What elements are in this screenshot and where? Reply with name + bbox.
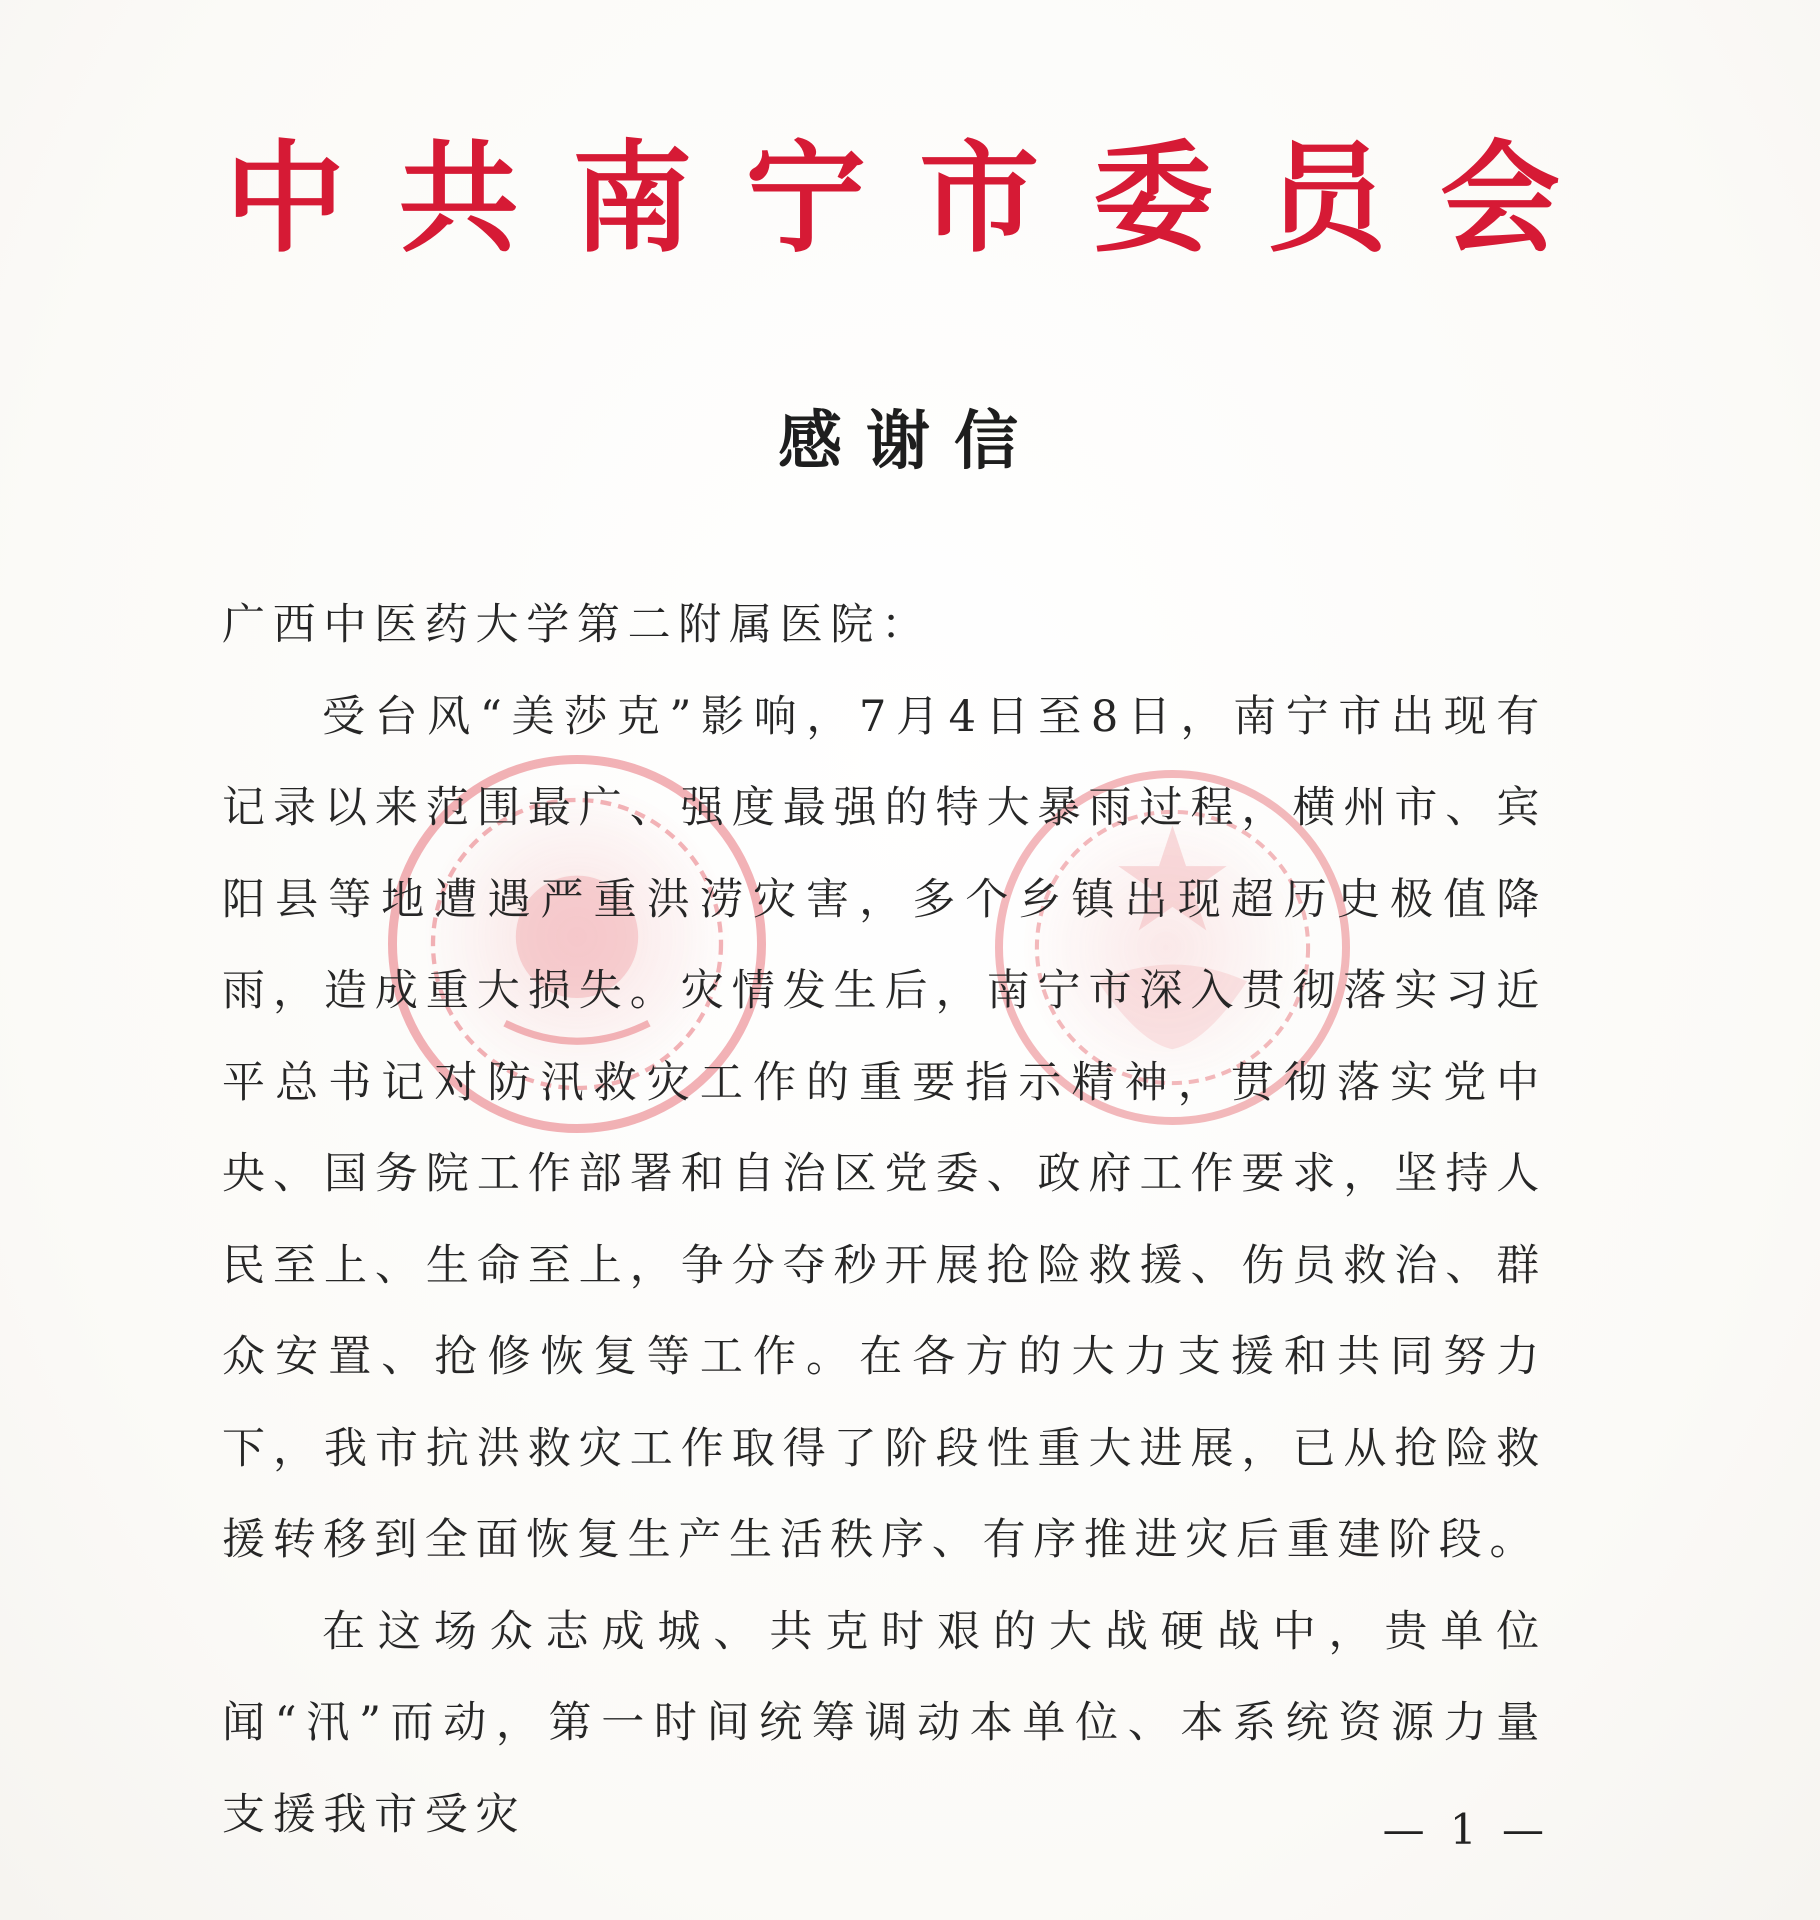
- masthead-char: 委: [1092, 130, 1213, 269]
- page-number: — 1 —: [1382, 1805, 1550, 1854]
- masthead: [225, 125, 1560, 275]
- letter-paragraph: 受台风“美莎克”影响，7月4日至8日，南宁市出现有记录以来范围最广、强度最强的特大暴雨过程，横州市、宾阳县等地遭遇严重洪涝灾害，多个乡镇出现超历史极值降雨，造成重大损失。灾情发生后，南宁市深入贯彻落实习近平总书记对防汛救灾工作的重要指示精神，贯彻落实党中央、国务院工作部署和自治区党委、政府工作要求，坚持人民至上、生命至上，争分夺秒开展抢险救援、伤员救治、群众安置、抢修恢复等工作。在各方的大力支援和共同努力下，我市抗洪救灾工作取得了阶段性重大进展，已从抢险救援转移到全面恢复生产生活秩序、有序推进灾后重建阶段。: [222, 691, 1547, 1565]
- masthead-char: 宁: [745, 130, 866, 269]
- masthead-char: 会: [1439, 130, 1560, 269]
- masthead-char: 员: [1266, 130, 1387, 269]
- masthead-char: 共: [398, 130, 519, 269]
- masthead-char: 市: [919, 130, 1040, 269]
- masthead-char: 中: [225, 130, 345, 269]
- letter-salutation: 广西中医药大学第二附属医院：: [222, 600, 932, 650]
- letter-title: 感谢信: [778, 405, 1042, 479]
- letter-paragraph: 在这场众志成城、共克时艰的大战硬战中，贵单位闻“汛”而动，第一时间统筹调动本单位、本系统资源力量支援我市受灾: [222, 1606, 1547, 1840]
- letter-body: [222, 580, 1547, 1861]
- masthead-char: 南: [572, 130, 693, 269]
